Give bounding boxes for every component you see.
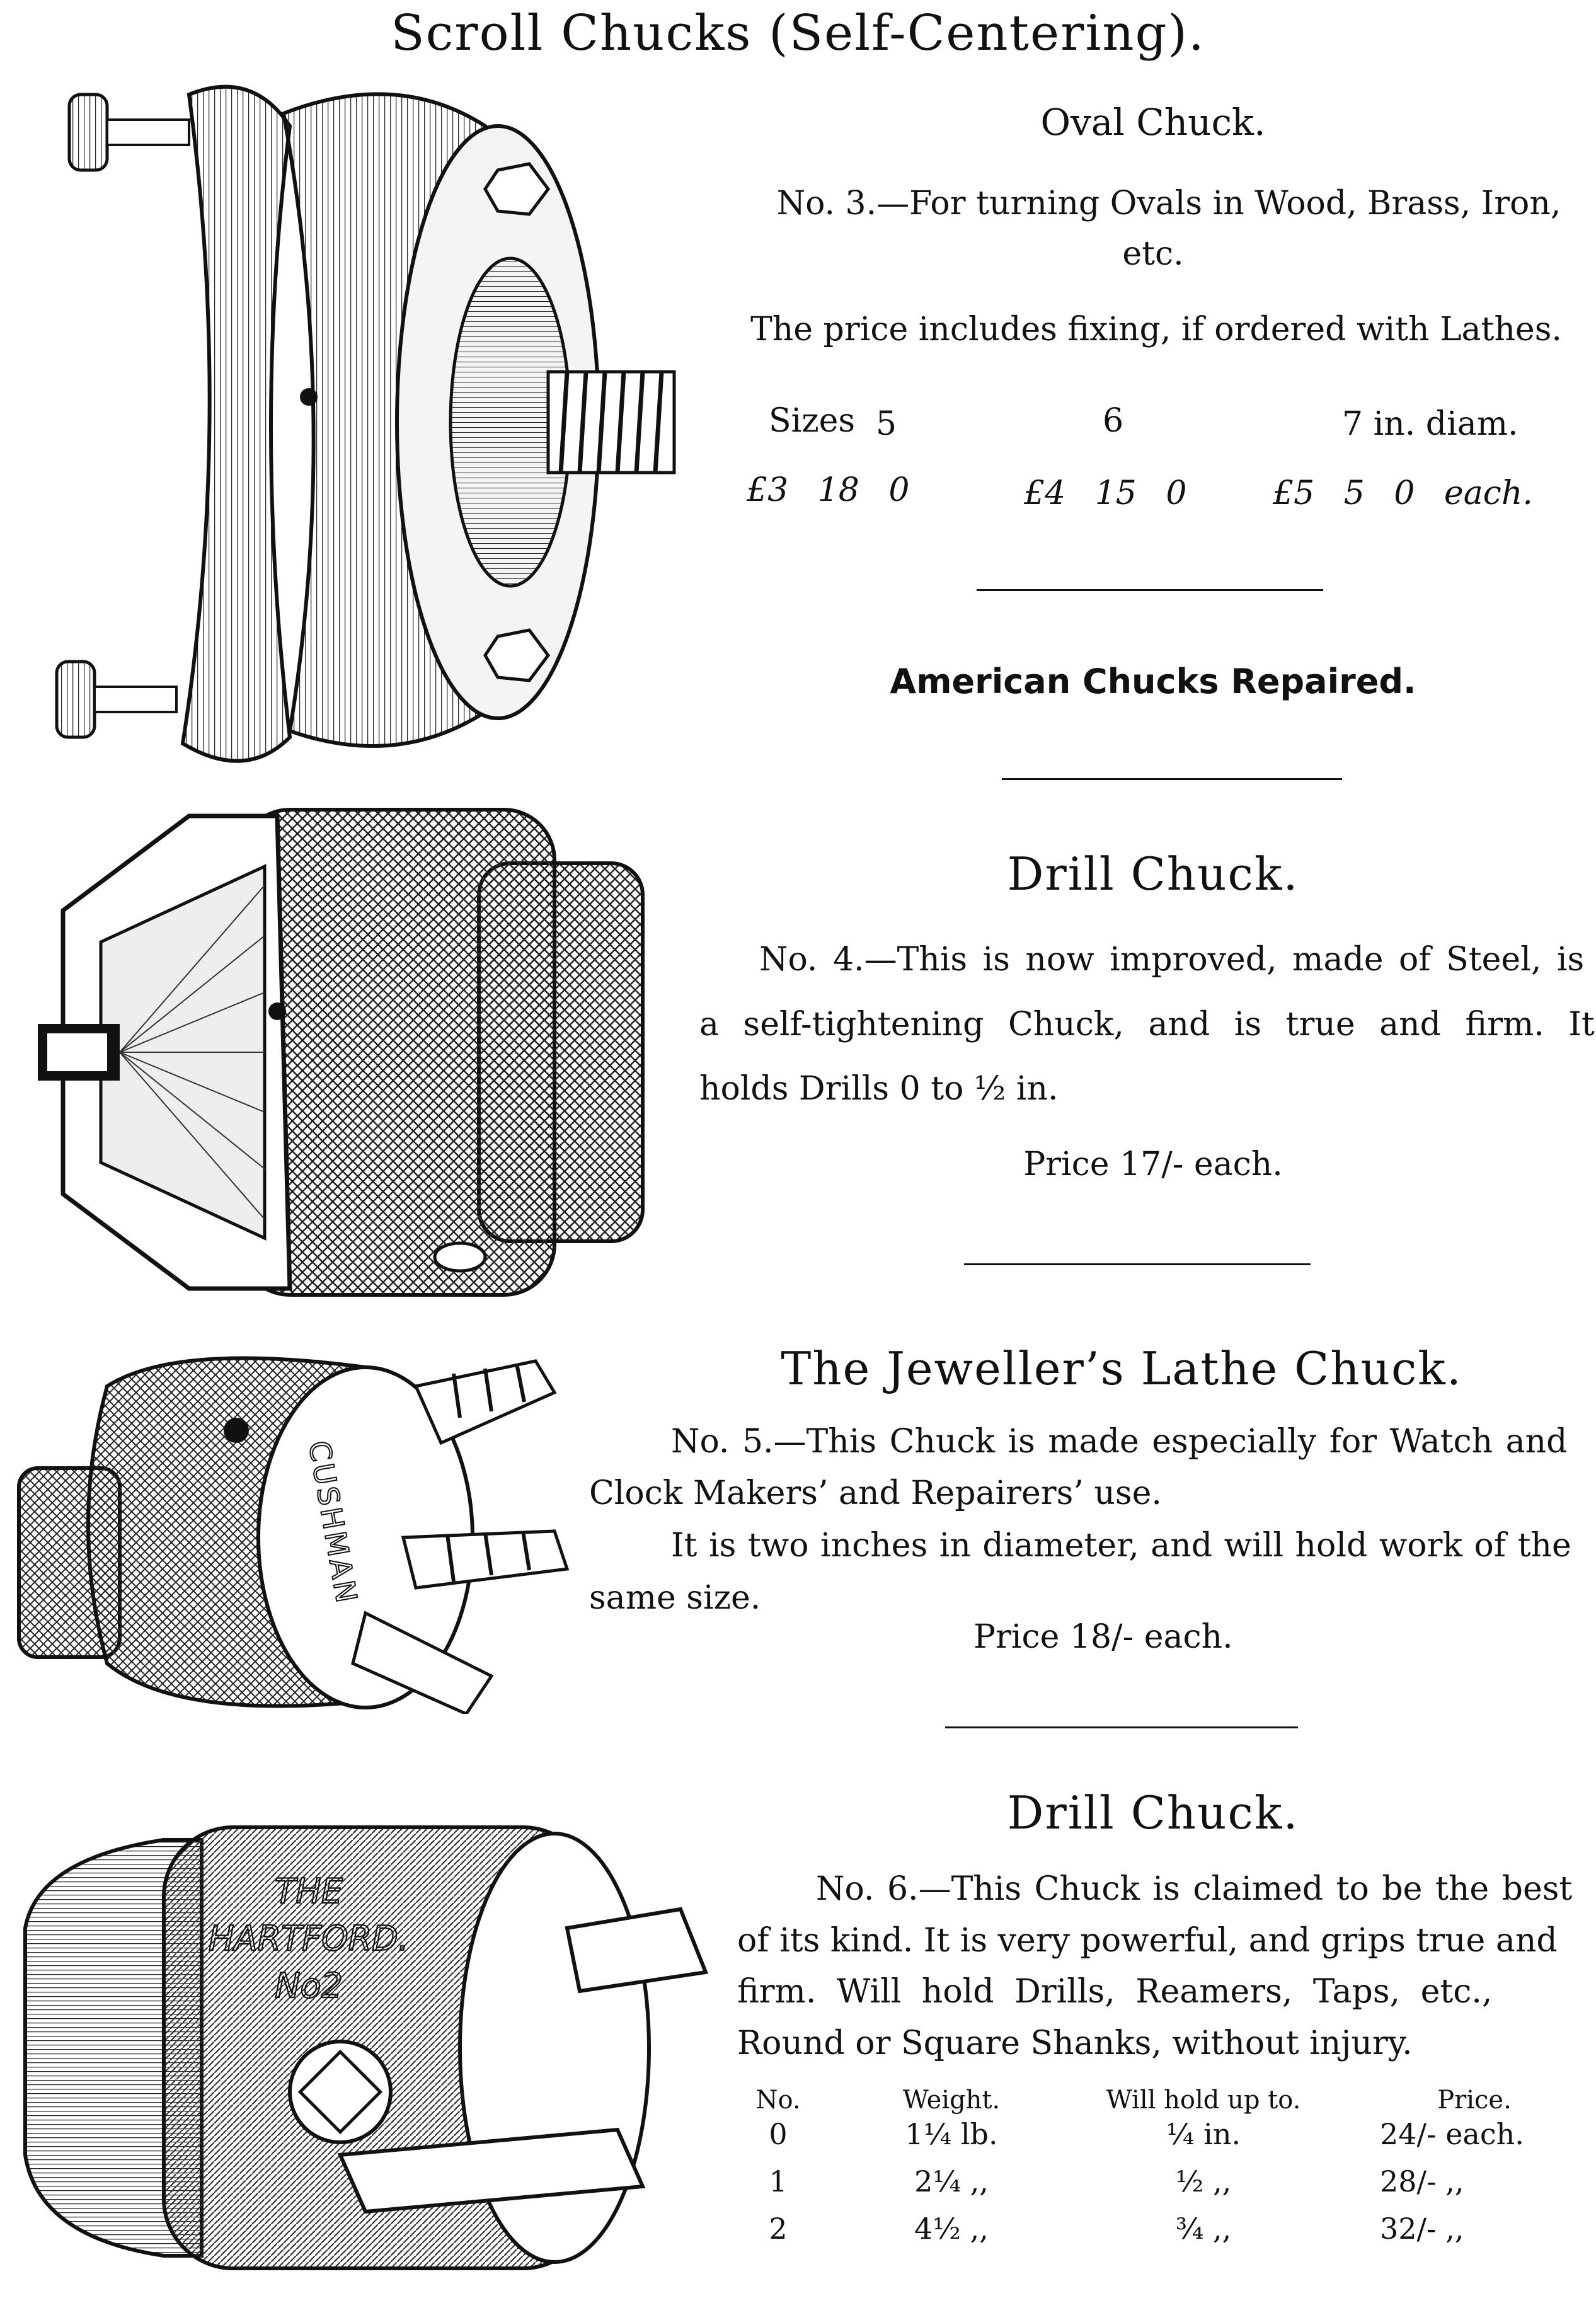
drill-chuck-no6-table bbox=[737, 2086, 1588, 2281]
oval-chuck-desc-line2: etc. bbox=[1122, 235, 1184, 273]
drill-chuck-no6-line3: firm. Will hold Drills, Reamers, Taps, etc., bbox=[737, 1973, 1493, 2011]
drill-chuck-no4-illustration bbox=[25, 803, 668, 1307]
cushman-engraving: CUSHMAN bbox=[302, 1438, 365, 1608]
table-row-0-price: 24/- each. bbox=[1380, 2117, 1524, 2151]
table-row-1-weight: 2¼ ,, bbox=[914, 2164, 989, 2198]
engraving-the: THE bbox=[275, 1871, 343, 1911]
drill-chuck-no6-line4: Round or Square Shanks, without injury. bbox=[737, 2024, 1413, 2062]
size-5: 5 bbox=[876, 405, 897, 443]
size-7: 7 in. diam. bbox=[1342, 405, 1518, 443]
jewellers-chuck-price: Price 18/- each. bbox=[973, 1618, 1233, 1656]
drill-chuck-no4-price: Price 17/- each. bbox=[1023, 1146, 1283, 1183]
price-size-5: £3 18 0 bbox=[747, 471, 910, 509]
drill-chuck-no6-line2: of its kind. It is very powerful, and grips true and bbox=[737, 1922, 1558, 1960]
table-row-2-price: 32/- ,, bbox=[1380, 2212, 1464, 2246]
jewellers-chuck-line1: No. 5.—This Chuck is made especially for Watch and bbox=[671, 1423, 1568, 1461]
table-row-1-capacity: ½ ,, bbox=[1175, 2164, 1232, 2198]
hartford-chuck-illustration bbox=[13, 1802, 718, 2281]
jewellers-chuck-illustration bbox=[13, 1348, 580, 1714]
engraving-hartford: HARTFORD. bbox=[209, 1919, 409, 1958]
table-header-no: No. bbox=[755, 2086, 801, 2115]
oval-chuck-desc-line1: No. 3.—For turning Ovals in Wood, Brass, Iron, bbox=[776, 185, 1561, 222]
jewellers-chuck-line4: same size. bbox=[589, 1579, 761, 1617]
table-row-0-weight: 1¼ lb. bbox=[905, 2117, 998, 2151]
jewellers-chuck-line3: It is two inches in diameter, and will hold work of the bbox=[671, 1527, 1571, 1565]
drill-chuck-no4-line1: No. 4.—This is now improved, made of Steel, is bbox=[759, 941, 1585, 979]
price-size-7: £5 5 0 each. bbox=[1273, 474, 1533, 512]
table-header-price: Price. bbox=[1437, 2086, 1512, 2115]
table-row-1-price: 28/- ,, bbox=[1380, 2164, 1464, 2198]
table-row-0-capacity: ¼ in. bbox=[1166, 2117, 1241, 2151]
divider-4 bbox=[945, 1726, 1298, 1728]
drill-chuck-no4-line2: a self-tightening Chuck, and is true and firm. It bbox=[699, 1006, 1595, 1043]
divider-1 bbox=[977, 589, 1323, 591]
divider-3 bbox=[964, 1263, 1311, 1265]
table-row-2-weight: 4½ ,, bbox=[914, 2212, 989, 2246]
table-header-weight: Weight. bbox=[902, 2086, 1001, 2115]
sizes-label: Sizes bbox=[769, 402, 856, 440]
price-size-6: £4 15 0 bbox=[1024, 474, 1187, 512]
page-title: Scroll Chucks (Self-Centering). bbox=[391, 5, 1205, 62]
oval-chuck-illustration bbox=[44, 69, 687, 781]
drill-chuck-no4-heading: Drill Chuck. bbox=[1007, 847, 1299, 900]
drill-chuck-no4-line3: holds Drills 0 to ½ in. bbox=[699, 1070, 1059, 1108]
american-chucks-heading: American Chucks Repaired. bbox=[890, 662, 1416, 701]
size-6: 6 bbox=[1103, 402, 1124, 440]
drill-chuck-no6-heading: Drill Chuck. bbox=[1007, 1786, 1299, 1839]
table-row-1-no: 1 bbox=[769, 2164, 788, 2198]
table-row-2-capacity: ¾ ,, bbox=[1175, 2212, 1232, 2246]
table-row-0-no: 0 bbox=[769, 2117, 788, 2151]
table-row-2-no: 2 bbox=[769, 2212, 788, 2246]
engraving-no2: No2 bbox=[275, 1966, 343, 2006]
divider-2 bbox=[1002, 778, 1342, 780]
drill-chuck-no6-line1: No. 6.—This Chuck is claimed to be the best bbox=[816, 1870, 1573, 1908]
table-header-capacity: Will hold up to. bbox=[1106, 2086, 1301, 2115]
jewellers-chuck-line2: Clock Makers’ and Repairers’ use. bbox=[589, 1474, 1162, 1512]
jewellers-chuck-heading: The Jeweller’s Lathe Chuck. bbox=[781, 1342, 1462, 1395]
oval-chuck-heading: Oval Chuck. bbox=[1040, 101, 1266, 144]
oval-chuck-note: The price includes fixing, if ordered with Lathes. bbox=[750, 311, 1562, 348]
